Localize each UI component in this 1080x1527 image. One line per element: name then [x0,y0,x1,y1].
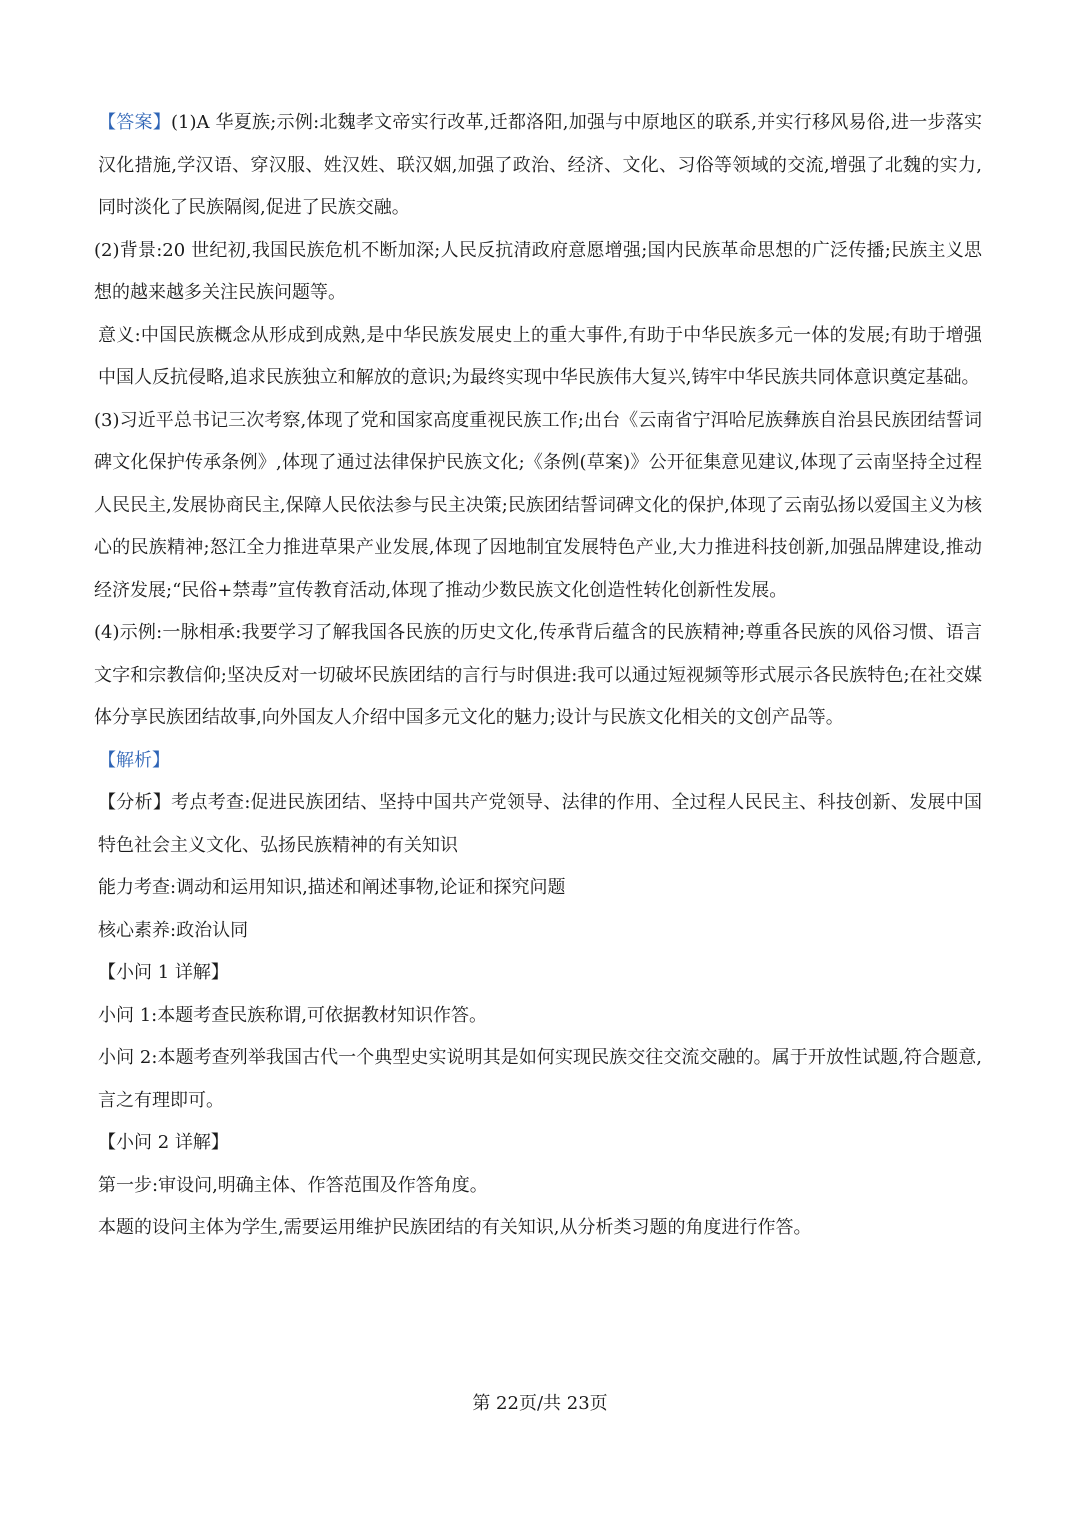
sub2-paragraph-1: 第一步:审设问,明确主体、作答范围及作答角度。 [98,1174,488,1196]
sub1-paragraph-1: 小问 1:本题考查民族称谓,可依据教材知识作答。 [98,1004,487,1026]
analysis-literacy: 核心素养:政治认同 [98,919,249,941]
sub2-paragraph-2: 本题的设问主体为学生,需要运用维护民族团结的有关知识,从分析类习题的角度进行作答。 [98,1217,812,1238]
sub1-paragraph-2: 小问 2:本题考查列举我国古代一个典型史实说明其是如何实现民族交往交流交融的。属于开放性试题,符合题意,言之有理即可。 [98,1047,982,1111]
analysis-tag: 【解析】 [98,749,170,771]
answer-q2-background: (2)背景:20 世纪初,我国民族危机不断加深;人民反抗清政府意愿增强;国内民族革命思想的广泛传播;民族主义思想的越来越多关注民族问题等。 [94,239,982,303]
answer-q1-text: (1)A 华夏族;示例:北魏孝文帝实行改革,迁都洛阳,加强与中原地区的联系,并实行移风易俗,进一步落实汉化措施,学汉语、穿汉服、姓汉姓、联汉姻,加强了政治、经济、文化、习俗等领域的交流,增强了北魏的实力,同时淡化了民族隔阂,促进了民族交融。 [98,112,983,218]
answer-q3: (3)习近平总书记三次考察,体现了党和国家高度重视民族工作;出台《云南省宁洱哈尼族彝族自治县民族团结誓词碑文化保护传承条例》,体现了通过法律保护民族文化;《条例(草案)》公开征集意见建议,体现了云南坚持全过程人民民主,发展协商民主,保障人民依法参与民主决策;民族团结誓词碑文化的保护,体现了云南弘扬以爱国主义为核心的民族精神;怒江全力推进草果产业发展,体现了因地制宜发展特色产业,大力推进科技创新,加强品牌建设,推动经济发展;“民俗+禁毒”宣传教育活动,体现了推动少数民族文化创造性转化创新性发展。 [94,409,982,601]
page-footer: 第 22页/共 23页 [472,1393,608,1414]
document-body [94,102,983,1250]
analysis-fenxi: 【分析】考点考查:促进民族团结、坚持中国共产党领导、法律的作用、全过程人民民主、科技创新、发展中国特色社会主义文化、弘扬民族精神的有关知识 [98,792,982,856]
analysis-heading [98,740,982,783]
answer-q1 [98,102,982,230]
answer-q4: (4)示例:一脉相承:我要学习了解我国各民族的历史文化,传承背后蕴含的民族精神;尊重各民族的风俗习惯、语言文字和宗教信仰;坚决反对一切破坏民族团结的言行与时俱进:我可以通过短视频等形式展示各民族特色;在社交媒体分享民族团结故事,向外国友人介绍中国多元文化的魅力;设计与民族文化相关的文创产品等。 [94,622,982,728]
analysis-ability: 能力考查:调动和运用知识,描述和阐述事物,论证和探究问题 [98,877,566,898]
answer-tag: 【答案】 [98,112,172,133]
sub1-title: 【小问 1 详解】 [98,962,229,983]
answer-q2-significance: 意义:中国民族概念从形成到成熟,是中华民族发展史上的重大事件,有助于中华民族多元一体的发展;有助于增强中国人反抗侵略,追求民族独立和解放的意识;为最终实现中华民族伟大复兴,铸牢中华民族共同体意识奠定基础。 [98,324,982,388]
sub2-title: 【小问 2 详解】 [98,1132,229,1153]
